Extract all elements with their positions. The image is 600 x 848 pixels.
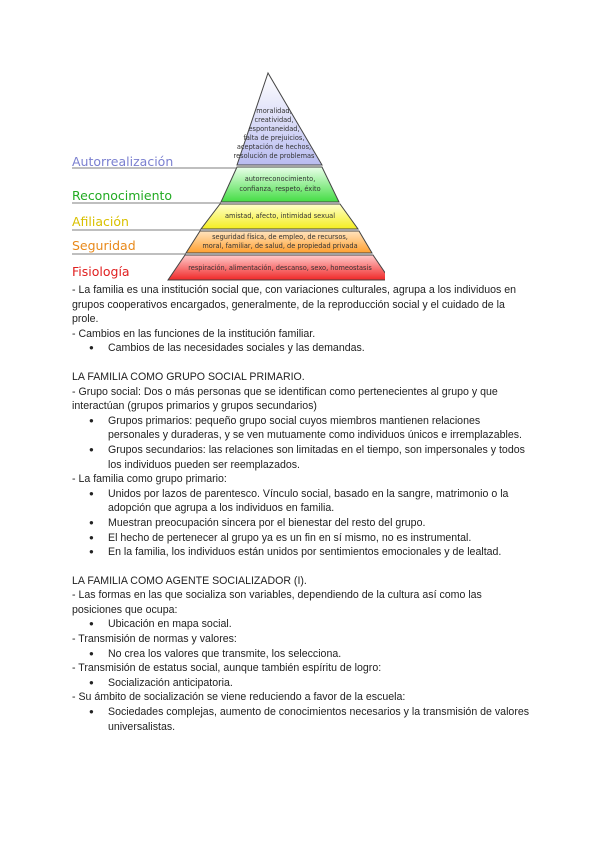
list-item-text: Ubicación en mapa social. xyxy=(108,618,232,631)
list-item xyxy=(72,647,534,662)
bullet-list xyxy=(72,617,534,632)
list-item-text: Sociedades complejas, aumento de conocimientos necesarios y la transmisión de valores universalistas. xyxy=(108,706,530,733)
paragraph: - Las formas en las que socializa son variables, dependiendo de la cultura así como las posiciones que ocupa: xyxy=(72,589,482,616)
list-item-text: Muestran preocupación sincera por el bienestar del resto del grupo. xyxy=(108,516,426,529)
pyramid-level-reconocimiento xyxy=(221,167,339,202)
bullet-icon: ● xyxy=(89,517,94,527)
list-item-text: No crea los valores que transmite, los selecciona. xyxy=(108,647,342,660)
list-item-text: En la familia, los individuos están unidos por sentimientos emocionales y de lealtad. xyxy=(108,546,502,559)
label-reconocimiento: Reconocimiento xyxy=(72,188,173,203)
bullet-icon: ● xyxy=(89,532,94,542)
paragraph: - La familia como grupo primario: xyxy=(72,473,227,486)
level-1-line-1: moralidad, xyxy=(256,107,292,115)
bullet-icon: ● xyxy=(89,415,94,425)
list-item-text: Unidos por lazos de parentesco. Vínculo social, basado en la sangre, matrimonio o la adopción que agrupa a los individuos en familia. xyxy=(108,487,509,515)
level-1-line-4: falta de prejuicios, xyxy=(243,134,305,142)
list-item xyxy=(72,705,534,734)
list-item-text: Grupos secundarios: las relaciones son limitadas en el tiempo, son impersonales y todos los individuos pueden ser reemplazados. xyxy=(108,443,525,471)
maslow-pyramid xyxy=(65,65,385,285)
document-body xyxy=(72,283,534,734)
list-item xyxy=(72,545,534,560)
level-2-line-2: confianza, respeto, éxito xyxy=(239,185,321,193)
pyramid-level-afiliacion xyxy=(201,204,358,229)
level-2-line-1: autorreconocimiento, xyxy=(244,175,316,183)
list-item xyxy=(72,531,534,546)
list-item xyxy=(72,617,534,632)
bullet-icon: ● xyxy=(89,488,94,498)
list-item xyxy=(72,414,534,443)
section-heading: LA FAMILIA COMO GRUPO SOCIAL PRIMARIO. xyxy=(72,370,305,383)
bullet-list xyxy=(72,414,534,472)
bullet-icon: ● xyxy=(89,648,94,658)
list-item-text: Grupos primarios: pequeño grupo social cuyos miembros mantienen relaciones personales y duraderas, y se ven mutuamente como individuos únicos e irremplazables. xyxy=(108,414,522,442)
pyramid-level-autorrealizacion xyxy=(234,73,322,165)
list-item xyxy=(72,516,534,531)
level-1-line-5: aceptación de hechos, xyxy=(236,143,312,151)
list-item-text: Cambios de las necesidades sociales y las demandas. xyxy=(108,342,365,355)
list-item xyxy=(72,443,534,472)
paragraph: - La familia es una institución social que, con variaciones culturales, agrupa a los individuos en grupos cooperativos encargados, generalmente, de la reproducción social y el cuidado de la prole. xyxy=(72,284,517,326)
level-3-line-1: amistad, afecto, intimidad sexual xyxy=(224,212,336,220)
level-1-line-3: espontaneidad, xyxy=(248,125,300,133)
level-5-line-1: respiración, alimentación, descanso, sexo, homeostasis xyxy=(188,264,372,272)
bullet-list xyxy=(72,705,534,734)
pyramid-level-fisiologia xyxy=(168,255,385,280)
list-item xyxy=(72,487,534,516)
label-afiliacion: Afiliación xyxy=(72,214,129,229)
paragraph: - Transmisión de estatus social, aunque también espíritu de logro: xyxy=(72,662,382,675)
section-heading: LA FAMILIA COMO AGENTE SOCIALIZADOR (I). xyxy=(72,574,307,587)
paragraph: - Grupo social: Dos o más personas que se identifican como pertenecientes al grupo y que interactúan (grupos primarios y grupos secundarios) xyxy=(72,385,498,413)
bullet-list xyxy=(72,341,534,356)
paragraph: - Transmisión de normas y valores: xyxy=(72,633,237,646)
level-1-line-6: resolución de problemas xyxy=(233,152,315,160)
bullet-list xyxy=(72,487,534,560)
pyramid-level-seguridad xyxy=(186,231,372,253)
bullet-list xyxy=(72,676,534,691)
list-item-text: Socialización anticipatoria. xyxy=(108,676,233,689)
label-seguridad: Seguridad xyxy=(72,238,136,253)
bullet-icon: ● xyxy=(89,677,94,687)
bullet-icon: ● xyxy=(89,619,94,629)
list-item xyxy=(72,676,534,691)
bullet-icon: ● xyxy=(89,547,94,557)
bullet-list xyxy=(72,647,534,662)
paragraph: - Cambios en las funciones de la institución familiar. xyxy=(72,327,316,340)
label-autorrealizacion: Autorrealización xyxy=(72,154,174,169)
list-item-text: El hecho de pertenecer al grupo ya es un fin en sí mismo, no es instrumental. xyxy=(108,531,472,544)
bullet-icon: ● xyxy=(89,707,94,717)
label-fisiologia: Fisiología xyxy=(72,264,130,279)
level-4-line-1: seguridad física, de empleo, de recursos, xyxy=(212,233,348,241)
level-1-line-2: creatividad, xyxy=(254,116,294,124)
bullet-icon: ● xyxy=(89,444,94,454)
bullet-icon: ● xyxy=(89,343,94,353)
level-4-line-2: moral, familiar, de salud, de propiedad privada xyxy=(202,242,358,250)
list-item xyxy=(72,341,534,356)
paragraph: - Su ámbito de socialización se viene reduciendo a favor de la escuela: xyxy=(72,691,406,704)
